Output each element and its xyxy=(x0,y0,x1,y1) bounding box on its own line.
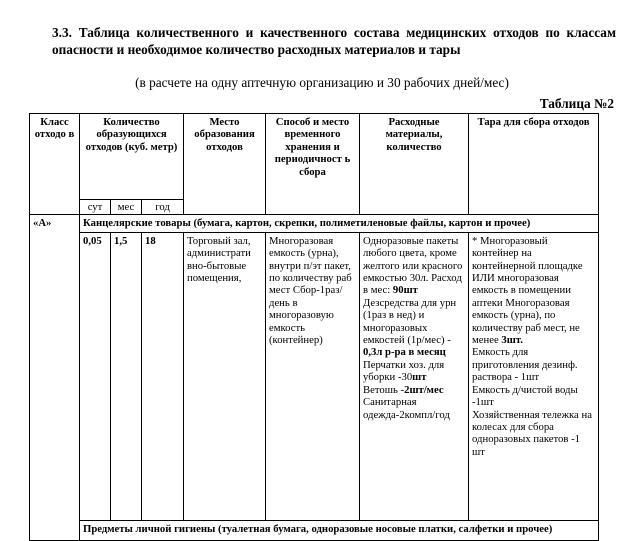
header-place: Место образования отходов xyxy=(184,114,266,215)
materials-text-3: Перчатки хоз. для уборки -30 xyxy=(363,358,445,384)
quantity-year: 18 xyxy=(142,232,184,520)
container-text-4: Хозяйственная тележка на колесах для сбора одноразовых пакетов -1 шт xyxy=(472,408,592,458)
header-container: Тара для сбора отходов xyxy=(469,114,599,215)
subheader-month: мес xyxy=(111,200,142,215)
materials-bold-3: шт xyxy=(412,371,427,384)
category-row: Канцелярские товары (бумага, картон, скрепки, полиметиленовые файлы, картон и прочее) xyxy=(80,215,599,232)
materials-bold-2: 0,3л р-ра в месяц xyxy=(363,346,446,359)
header-materials: Расходные материалы, количество xyxy=(360,114,469,215)
container-text-3: Емкость д/чистой воды -1шт xyxy=(472,383,578,409)
materials-bold-4: 2шт/мес xyxy=(404,383,444,396)
method-cell: Многоразовая емкость (урна), внутри п/эт пакет, по количеству раб мест Сбор-1раз/ день в многоразовую емкость (контейнер) xyxy=(266,232,360,520)
place-cell: Торговый зал, администрати вно-бытовые помещения, xyxy=(184,232,266,520)
materials-text-5: Санитарная одежда-2компл/год xyxy=(363,396,450,421)
header-quantity: Количество образующихся отходов (куб. метр) xyxy=(80,114,184,200)
class-cell: «А» xyxy=(30,215,80,540)
materials-cell xyxy=(360,232,469,520)
materials-text-4: Ветошь - xyxy=(363,383,405,396)
subtitle: (в расчете на одну аптечную организацию и 30 рабочих дней/мес) xyxy=(135,75,509,90)
container-text-2: Емкость для приготовления дезинф. раствора - 1шт xyxy=(472,346,578,384)
container-text-1: * Многоразовый контейнер на контейнерной площадке ИЛИ многоразовая емкость в помещении аптеки Многоразовая емкость (урна), по количеству раб мест, не менее xyxy=(472,234,583,347)
materials-text-1: Одноразовые пакеты любого цвета, кроме желтого или красного емкостью 30л. Расход в мес: xyxy=(363,234,463,297)
header-class: Класс отходо в xyxy=(30,114,80,215)
container-cell xyxy=(469,232,599,520)
materials-text-2: Дезсредства для урн (1раз в нед) и многоразовых емкостей (1р/мес) - xyxy=(363,296,457,347)
category-row-next: Предметы личной гигиены (туалетная бумага, одноразовые носовые платки, салфетки и прочее) xyxy=(80,520,599,540)
section-heading: 3.3. Таблица количественного и качественного состава медицинских отходов по классам опасности и необходимое количество расходных материалов и тары xyxy=(52,25,616,57)
container-bold-1: 3шт. xyxy=(501,334,523,347)
subheader-year: год xyxy=(142,200,184,215)
subheader-day: сут xyxy=(80,200,111,215)
waste-table xyxy=(29,113,599,541)
quantity-month: 1,5 xyxy=(111,232,142,520)
quantity-day: 0,05 xyxy=(80,232,111,520)
header-method: Способ и место временного хранения и периодичност ь сбора xyxy=(266,114,360,215)
table-number: Таблица №2 xyxy=(539,96,614,111)
materials-bold-1: 90шт xyxy=(392,284,418,297)
